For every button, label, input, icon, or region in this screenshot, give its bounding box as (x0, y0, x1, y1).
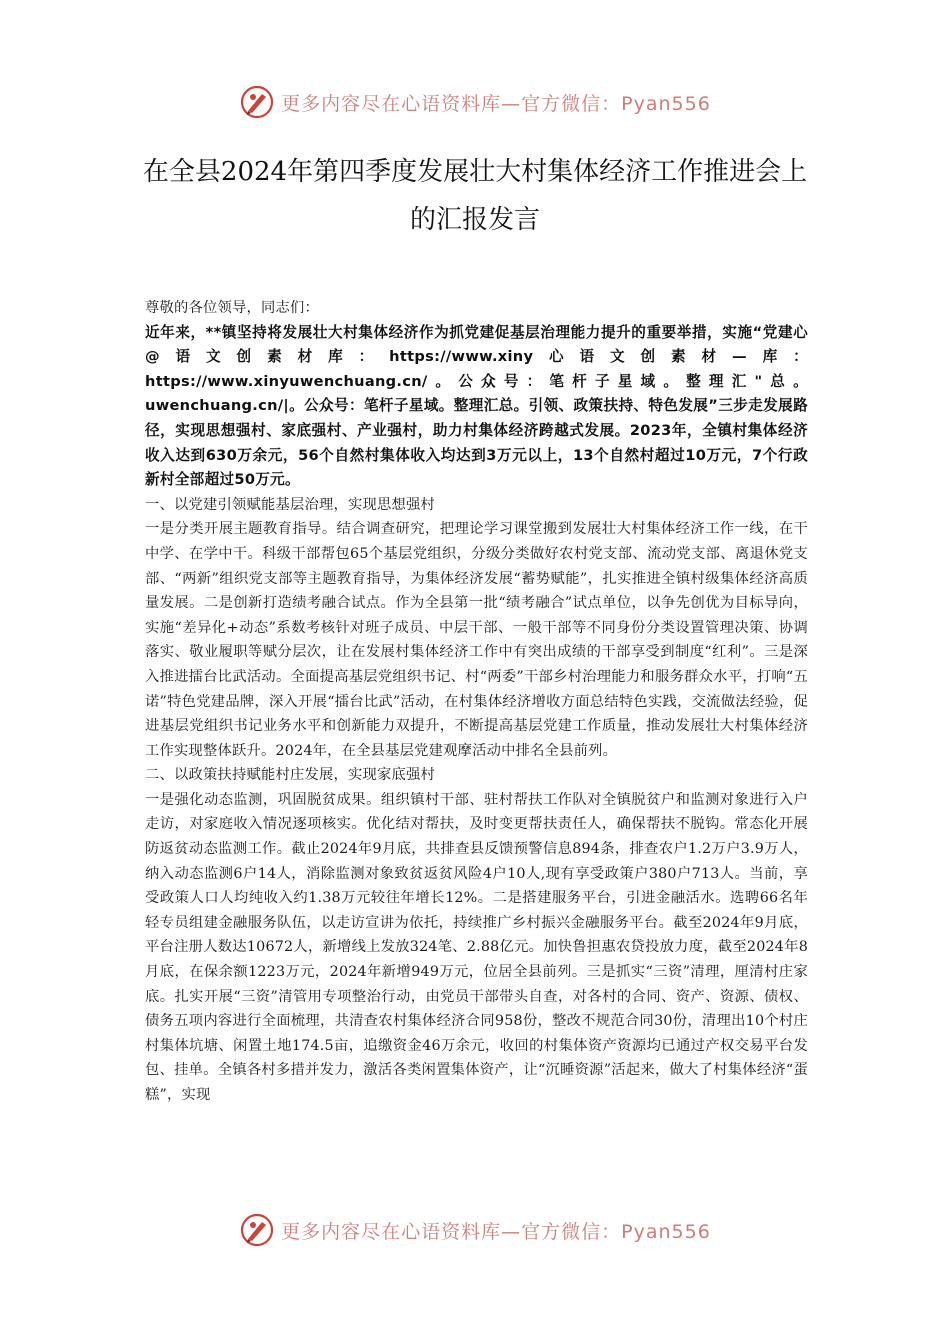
salutation: 尊敬的各位领导，同志们： (145, 300, 319, 316)
banner-text: 更多内容尽在心语资料库—官方微信：Pyan556 (281, 92, 711, 115)
document-title: 在全县2024年第四季度发展壮大村集体经济工作推进会上的汇报发言 (142, 157, 808, 235)
footer-watermark-banner (0, 1210, 950, 1250)
section-1-body: 一是分类开展主题教育指导。结合调查研究，把理论学习课堂搬到发展壮大村集体经济工作一线，在干中学、在学中干。科级干部帮包65个基层党组织，分级分类做好农村党支部、流动党支部、离退休党支部、“两新”组织党支部等主题教育指导，为集体经济发展“蓄势赋能”，扎实推进全镇村级集体经济高质量发展。二是创新打造绩考融合试点。作为全县第一批“绩考融合”试点单位，以争先创优为目标导向，实施“差异化+动态”系数考核针对班子成员、中层干部、一般干部等不同身份分类设置管理决策、协调落实、敬业履职等赋分层次，让在发展村集体经济工作中有突出成绩的干部享受到制度“红利”。三是深入推进擂台比武活动。全面提高基层党组织书记、村“两委”干部乡村治理能力和服务群众水平，打响“五诺”特色党建品牌，深入开展“擂台比武”活动，在村集体经济增收方面总结特色实践，交流做法经验，促进基层党组织书记业务水平和创新能力双提升，不断提高基层党建工作质量，推动发展壮大村集体经济工作实现整体跃升。2024年，在全县基层党建观摩活动中排名全县前列。 (145, 521, 808, 759)
section-2-heading: 二、以政策扶持赋能村庄发展，实现家底强村 (145, 767, 435, 784)
banner-text: 更多内容尽在心语资料库—官方微信：Pyan556 (281, 1220, 711, 1243)
section-2-body: 一是强化动态监测，巩固脱贫成果。组织镇村干部、驻村帮扶工作队对全镇脱贫户和监测对象进行入户走访，对家庭收入情况逐项核实。优化结对帮扶，及时变更帮扶责任人，确保帮扶不脱钩。常态化开展防返贫动态监测工作。截止2024年9月底，共排查县反馈预警信息894条，排查农户1.2万户3.9万人，纳入动态监测6户14人，消除监测对象致贫返贫风险4户10人,现有享受政策户380户713人。当前，享受政策人口人均纯收入约1.38万元较往年增长12%。二是搭建服务平台，引进金融活水。选聘66名年轻专员组建金融服务队伍，以走访宣讲为依托，持续推广乡村振兴金融服务平台。截至2024年9月底，平台注册人数达10672人，新增线上发放324笔、2.88亿元。加快鲁担惠农贷投放力度，截至2024年8月底，在保余额1223万元，2024年新增949万元，位居全县前列。三是抓实“三资”清理，厘清村庄家底。扎实开展“三资”清管用专项整治行动，由党员干部带头自查，对各村的合同、资产、资源、债权、债务五项内容进行全面梳理，共清查农村集体经济合同958份，整改不规范合同30份，清理出10个村庄村集体坑塘、闲置土地174.5亩，追缴资金46万余元，收回的村集体资产资源均已通过产权交易平台发包、挂单。全镇各村多措并发力，激活各类闲置集体资产，让“沉睡资源”活起来，做大了村集体经济“蛋糕”，实现 (145, 791, 808, 1103)
header-watermark-banner (0, 82, 950, 122)
document-body (145, 296, 808, 1108)
intro-paragraph: 近年来，**镇坚持将发展壮大村集体经济作为抓党建促基层治理能力提升的重要举措，实施“党建心@语文创素材库：https://www.xiny心语文创素材—库：https://www.xinyuwenchuang.cn/。公众号：笔杆子星域。整理汇"总。uwenchuang.cn/|。公众号：笔杆子星域。整理汇总。引领、政策扶持、特色发展”三步走发展路径，实现思想强村、家底强村、产业强村，助力村集体经济跨越式发展。2023年，全镇村集体经济收入达到630万余元，56个自然村集体收入均达到3万元以上，13个自然村超过10万元，7个行政新村全部超过50万元。 (145, 323, 808, 489)
pen-writer-logo-icon (239, 84, 275, 120)
section-1-heading: 一、以党建引领赋能基层治理，实现思想强村 (145, 496, 435, 513)
pen-writer-logo-icon (239, 1212, 275, 1248)
